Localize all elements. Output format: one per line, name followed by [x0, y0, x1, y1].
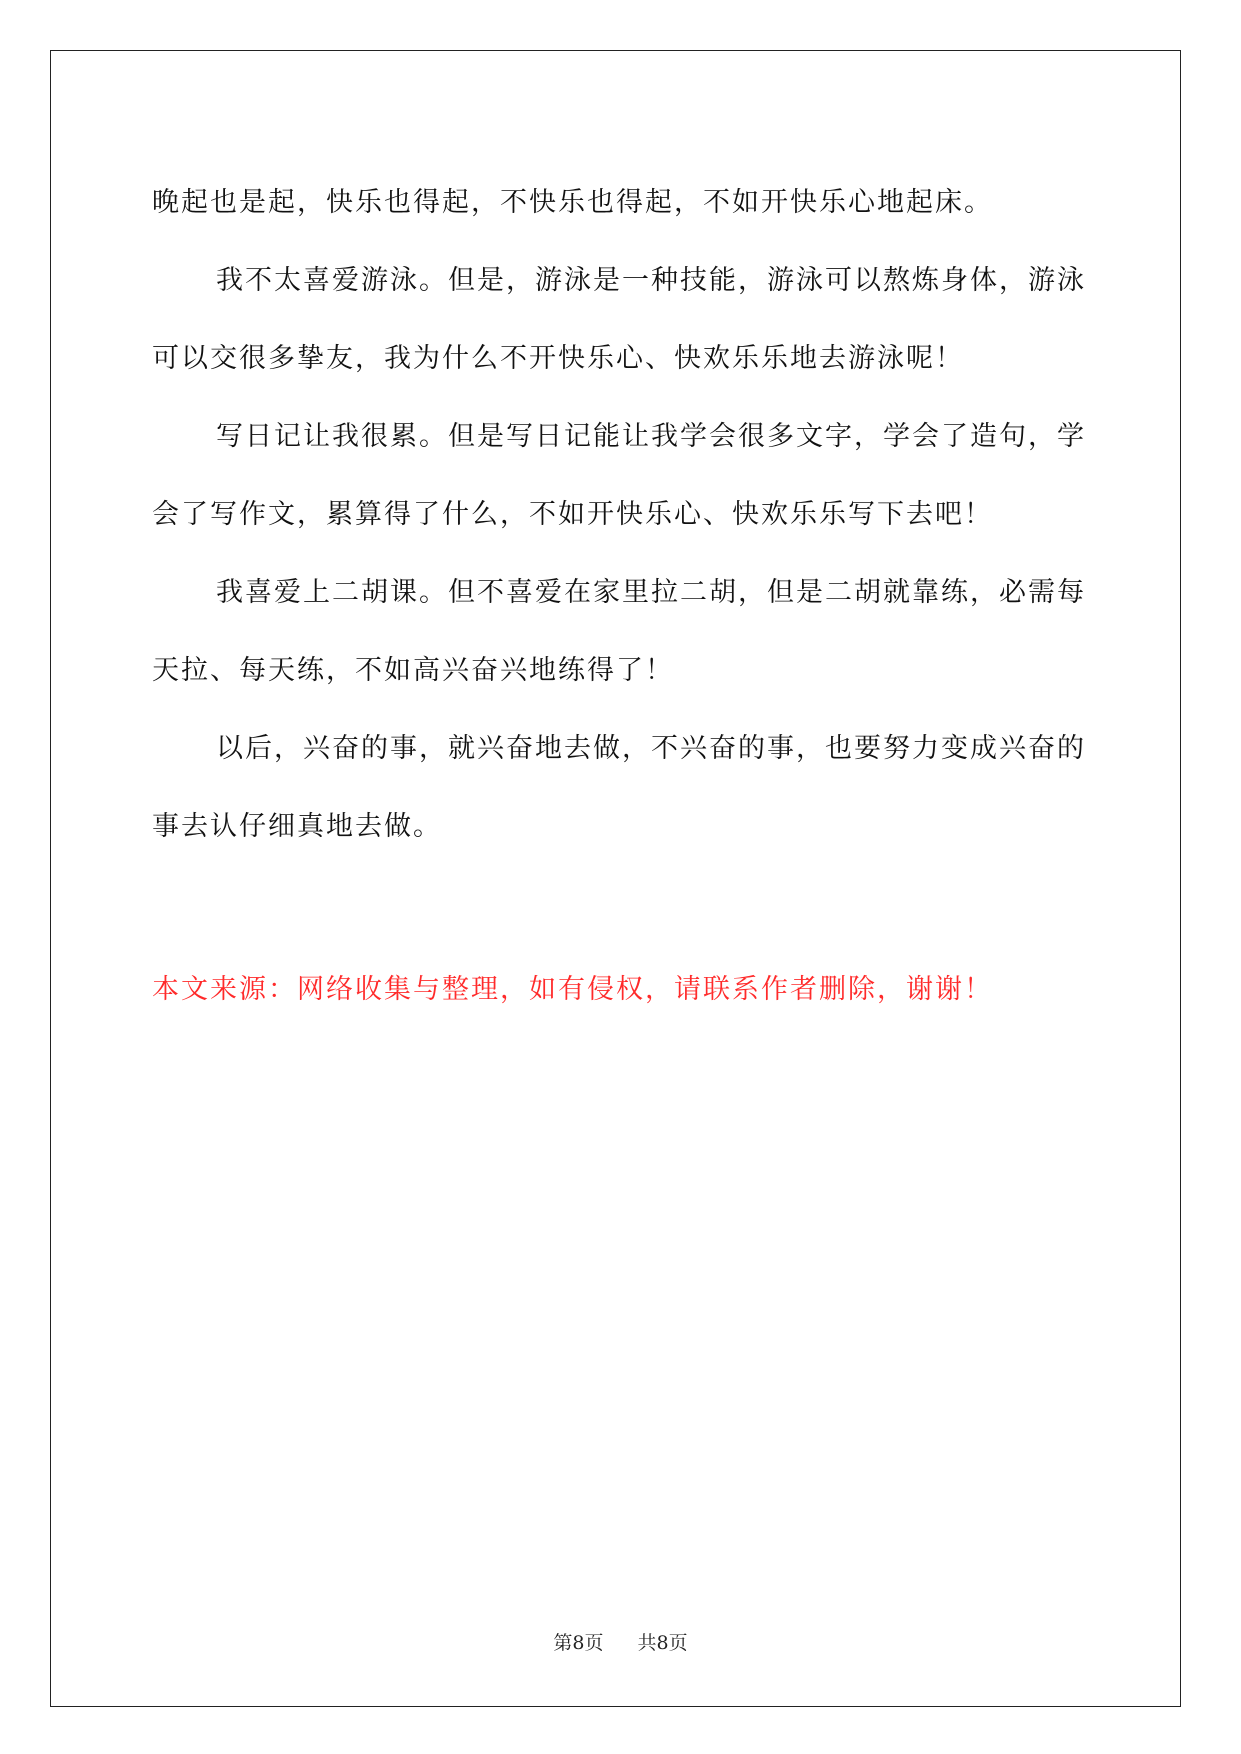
paragraph-3: 写日记让我很累。但是写日记能让我学会很多文字，学会了造句，学会了写作文，累算得了什么，不如开快乐心、快欢乐乐写下去吧！ [152, 421, 1086, 530]
source-note: 本文来源：网络收集与整理，如有侵权，请联系作者删除，谢谢！ [152, 974, 993, 1005]
page-number-current: 第8页 [553, 1632, 604, 1654]
paragraph-5: 以后，兴奋的事，就兴奋地去做，不兴奋的事，也要努力变成兴奋的事去认仔细真地去做。 [152, 733, 1086, 842]
paragraph-4: 我喜爱上二胡课。但不喜爱在家里拉二胡，但是二胡就靠练，必需每天拉、每天练，不如高兴奋兴地练得了！ [152, 577, 1086, 686]
page-number-total: 共8页 [637, 1632, 688, 1654]
document-body [152, 164, 1112, 866]
paragraph-2: 我不太喜爱游泳。但是，游泳是一种技能，游泳可以熬炼身体，游泳可以交很多挚友，我为什么不开快乐心、快欢乐乐地去游泳呢！ [152, 265, 1086, 374]
page-footer [0, 1628, 1241, 1655]
paragraph-1: 晚起也是起，快乐也得起，不快乐也得起，不如开快乐心地起床。 [152, 187, 993, 218]
